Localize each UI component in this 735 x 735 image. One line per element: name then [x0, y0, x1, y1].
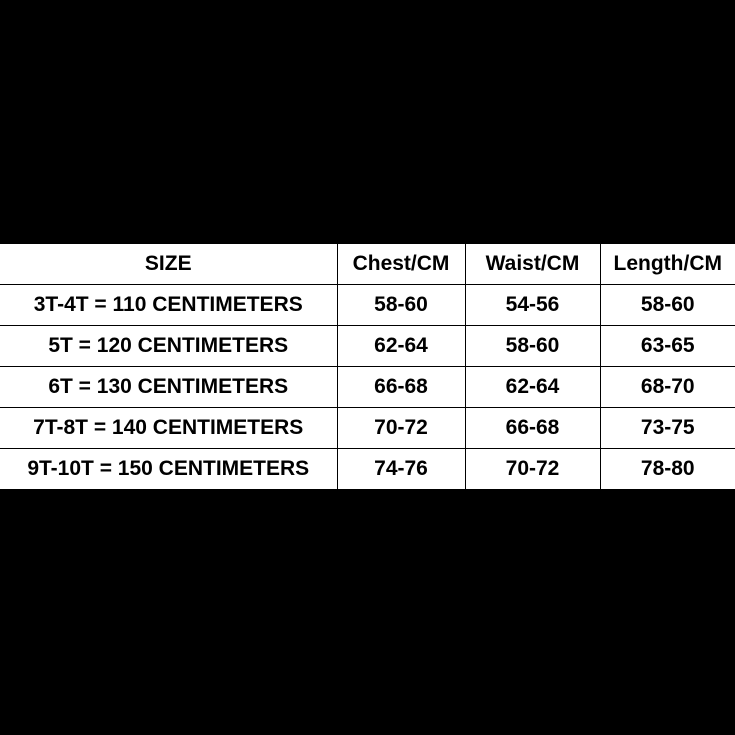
cell-size: 9T-10T = 150 CENTIMETERS	[0, 449, 337, 490]
table-header	[0, 244, 735, 285]
table-row	[0, 326, 735, 367]
cell-waist: 66-68	[465, 408, 600, 449]
cell-length: 73-75	[600, 408, 735, 449]
table-header-row	[0, 244, 735, 285]
cell-waist: 58-60	[465, 326, 600, 367]
table-row	[0, 367, 735, 408]
cell-chest: 70-72	[337, 408, 465, 449]
cell-chest: 66-68	[337, 367, 465, 408]
table-body	[0, 285, 735, 490]
cell-size: 3T-4T = 110 CENTIMETERS	[0, 285, 337, 326]
table-row	[0, 285, 735, 326]
size-chart-container	[0, 243, 735, 490]
table-row	[0, 408, 735, 449]
cell-waist: 62-64	[465, 367, 600, 408]
cell-chest: 58-60	[337, 285, 465, 326]
column-header-size: SIZE	[0, 244, 337, 285]
column-header-chest: Chest/CM	[337, 244, 465, 285]
cell-length: 58-60	[600, 285, 735, 326]
table-row	[0, 449, 735, 490]
column-header-length: Length/CM	[600, 244, 735, 285]
size-chart-table	[0, 243, 735, 490]
cell-chest: 74-76	[337, 449, 465, 490]
cell-length: 68-70	[600, 367, 735, 408]
cell-size: 5T = 120 CENTIMETERS	[0, 326, 337, 367]
cell-length: 78-80	[600, 449, 735, 490]
cell-waist: 54-56	[465, 285, 600, 326]
cell-waist: 70-72	[465, 449, 600, 490]
column-header-waist: Waist/CM	[465, 244, 600, 285]
cell-length: 63-65	[600, 326, 735, 367]
cell-size: 7T-8T = 140 CENTIMETERS	[0, 408, 337, 449]
cell-chest: 62-64	[337, 326, 465, 367]
cell-size: 6T = 130 CENTIMETERS	[0, 367, 337, 408]
